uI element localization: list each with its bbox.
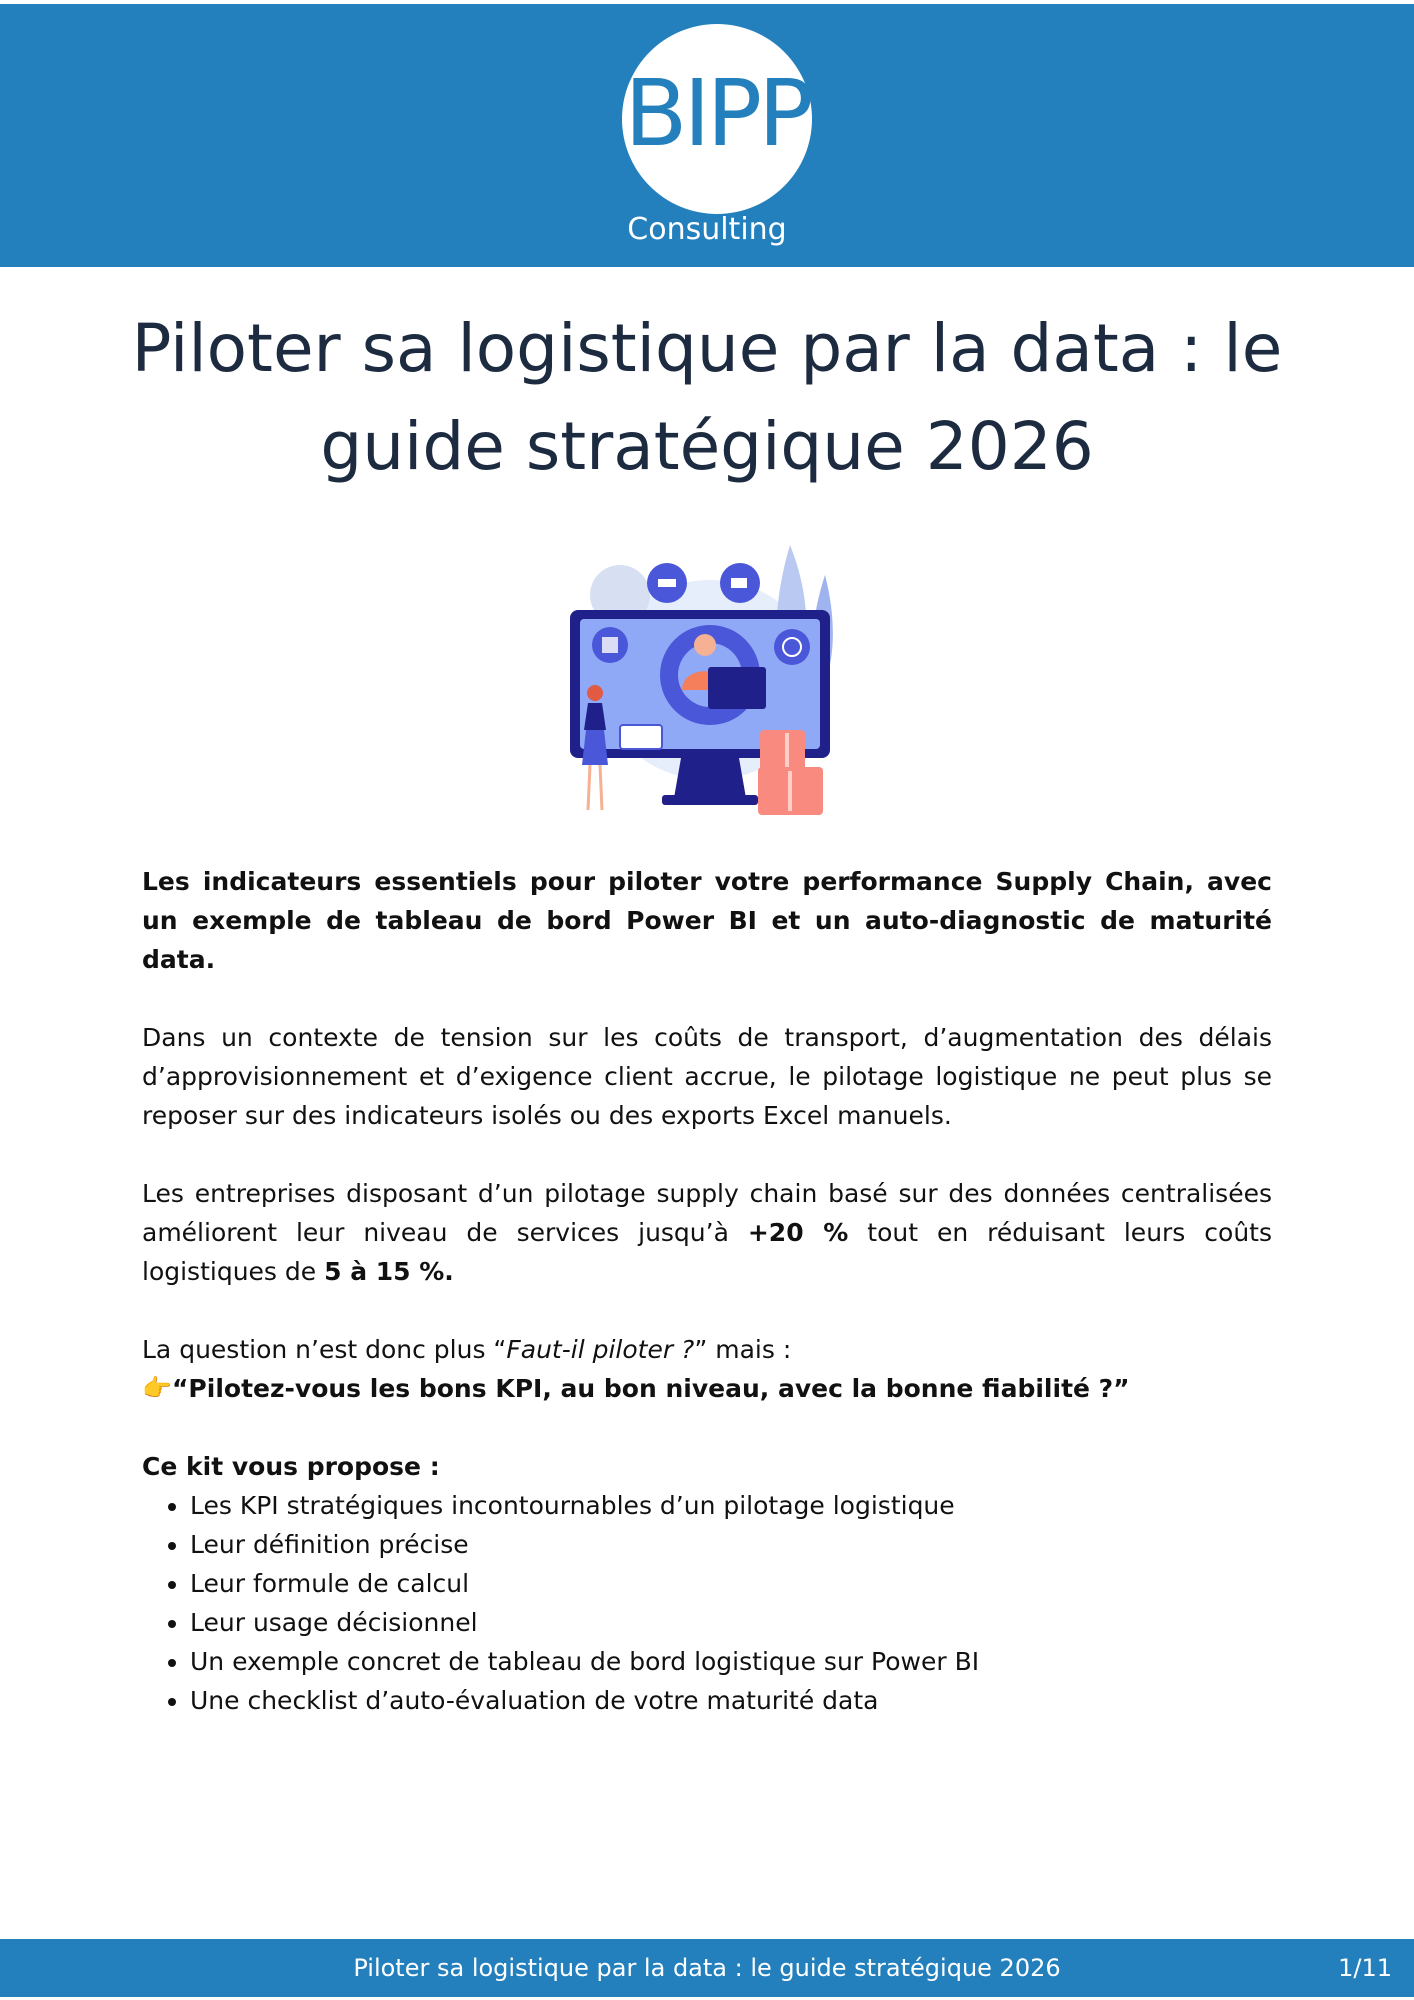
stats-paragraph [142,1174,1272,1291]
stat-cost-reduction: 5 à 15 %. [324,1257,454,1286]
stats-text-2: tout en réduisant leurs coûts logistiques de [142,1218,1272,1286]
kit-list [142,1486,1272,1720]
header-banner [0,4,1414,267]
pointing-hand-icon: 👉 [142,1374,172,1402]
key-question-callout [142,1369,1272,1408]
list-item: • Une checklist d’auto-évaluation de votre maturité data [190,1681,1272,1720]
list-item: • Les KPI stratégiques incontournables d’un pilotage logistique [190,1486,1272,1525]
page-title [120,300,1294,496]
list-item: • Leur définition précise [190,1525,1272,1564]
logistics-dashboard-illustration [560,535,860,825]
question-prefix: La question n’est donc plus “ [142,1335,507,1364]
kit-section [142,1447,1272,1720]
list-item: • Leur usage décisionnel [190,1603,1272,1642]
question-block [142,1330,1272,1408]
title-line-1: Piloter sa logistique par la data : le [131,310,1283,387]
stat-service-level: +20 % [747,1218,849,1247]
title-line-2: guide stratégique 2026 [320,408,1094,485]
page-number: 1/11 [1338,1954,1392,1982]
list-item: • Leur formule de calcul [190,1564,1272,1603]
question-line [142,1330,1272,1369]
intro-paragraph: Les indicateurs essentiels pour piloter votre performance Supply Chain, avec un exemple de tableau de bord Power BI et un auto-diagnostic de maturité data. [142,867,1272,974]
context-paragraph: Dans un contexte de tension sur les coûts de transport, d’augmentation des délais d’approvisionnement et d’exigence client accrue, le pilotage logistique ne peut plus se reposer sur des indicateurs isolés ou des exports Excel manuels. [142,1023,1272,1130]
stats-text-1: Les entreprises disposant d’un pilotage supply chain basé sur des données centralisées améliorent leur niveau de services jusqu’à [142,1179,1272,1247]
question-suffix: ” mais : [694,1335,792,1364]
list-item: • Un exemple concret de tableau de bord logistique sur Power BI [190,1642,1272,1681]
logo-text: BIPP [624,60,810,167]
main-content [142,862,1272,1720]
footer-bar [0,1939,1414,1997]
kit-title: Ce kit vous propose : [142,1452,440,1481]
footer-title: Piloter sa logistique par la data : le guide stratégique 2026 [353,1954,1061,1982]
callout-text: “Pilotez-vous les bons KPI, au bon niveau, avec la bonne fiabilité ?” [172,1374,1130,1403]
company-logo [622,24,812,214]
logo-subtitle: Consulting [627,212,787,247]
question-italic: Faut-il piloter ? [506,1335,695,1364]
